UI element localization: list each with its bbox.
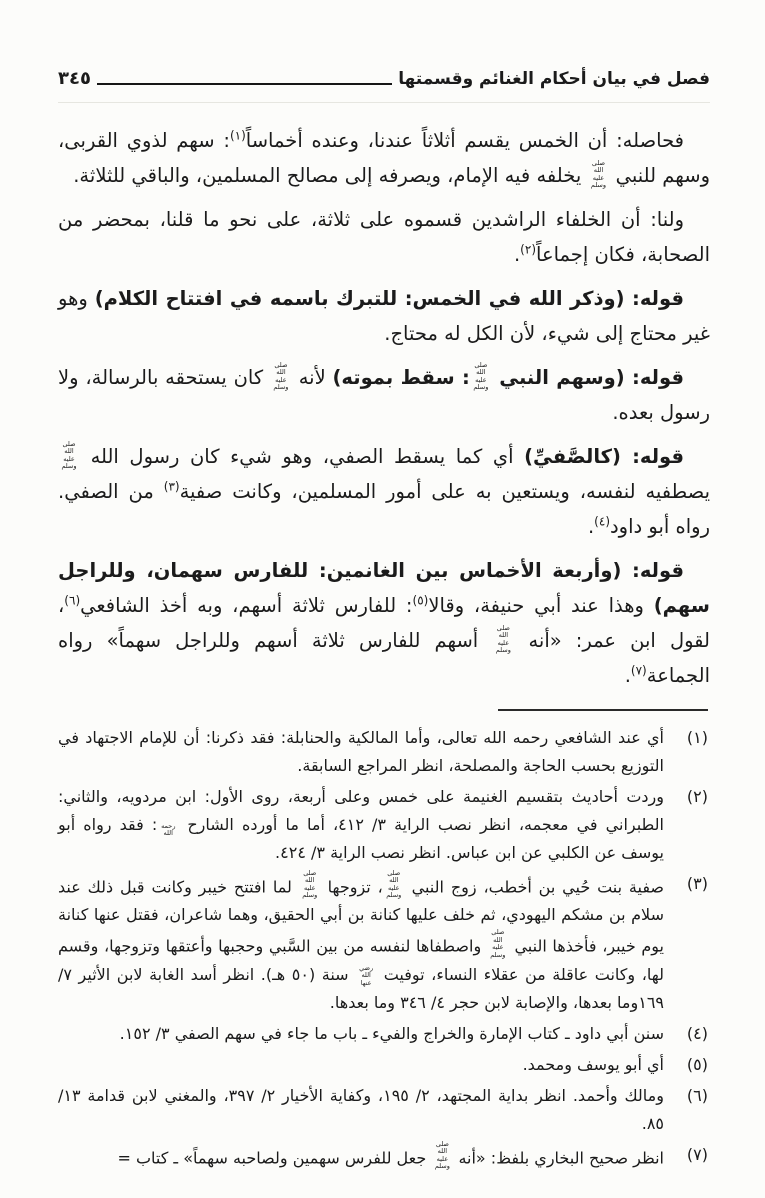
- honorific-mark: صلى الله عليه وسلم: [302, 869, 318, 900]
- footnote-text: [58, 1082, 664, 1138]
- footnote-number: (٢): [686, 787, 708, 806]
- text-run: يخلفه فيه الإمام، ويصرفه إلى مصالح المسلمين، والباقي للثلاثة.: [73, 164, 588, 187]
- text-run: ومالك وأحمد. انظر بداية المجتهد، ٢/ ١٩٥، وكفاية الأخيار ٢/ ٣٩٧، والمغني لابن قدامة ١٣/ ٨٥.: [58, 1085, 664, 1133]
- paragraph: [58, 123, 710, 193]
- text-run: قوله: (وأربعة الأخماس بين الغانمين: للفارس سهمان، وللراجل سهم): [58, 559, 710, 617]
- text-run: يصطفيه لنفسه، ويستعين به على أمور المسلمين، وكانت صفية: [179, 480, 710, 503]
- honorific-mark: صلى الله عليه وسلم: [473, 360, 489, 391]
- footnote-item: [58, 1020, 710, 1048]
- honorific-mark: صلى الله عليه وسلم: [61, 439, 77, 470]
- page-header: [58, 68, 710, 103]
- footnote-item: [58, 1141, 710, 1172]
- honorific-mark: صلى الله عليه وسلم: [273, 360, 289, 391]
- footnote-item: [58, 1051, 710, 1079]
- text-run: أي كما يسقط الصفي، وهو شيء كان رسول الله: [80, 445, 525, 468]
- paragraph: [58, 553, 710, 693]
- paragraph: [58, 360, 710, 430]
- text-run: سنن أبي داود ـ كتاب الإمارة والخراج والفيء ـ باب ما جاء في سهم الصفي ٣/ ١٥٢.: [119, 1023, 664, 1043]
- text-run: لأنه: [291, 366, 333, 389]
- text-run: : سقط بموته): [332, 366, 470, 389]
- footnote-item: [58, 870, 710, 1017]
- footnote-text: [58, 1141, 664, 1172]
- footnote-text: [58, 783, 664, 867]
- footnote-separator-rule: [498, 709, 708, 711]
- footnote-text: [58, 1020, 664, 1048]
- honorific-mark: رضي الله عنها: [359, 963, 374, 987]
- text-run: سنة (٥٠ هـ). انظر أسد الغابة لابن الأثير ٧/ ١٦٩وما بعدها، والإصابة لابن حجر ٤/ ٣٤٦ وما بعدها.: [58, 964, 664, 1012]
- footnote-ref-superscript: (٥): [412, 593, 429, 608]
- footnote-number: (٤): [686, 1023, 708, 1043]
- text-run: واصطفاها لنفسه من بين السَّبي وحجبها وأعتقها وتزوجها، وقسم لها، وكانت عاقلة من عقلاء النساء، توفيت: [58, 936, 664, 984]
- footnotes-section: [58, 724, 710, 1172]
- text-run: فحاصله: أن الخمس يقسم أثلاثاً عندنا، وعنده أخماساً: [245, 129, 684, 152]
- text-run: قوله: (وذكر الله في الخمس: للتبرك باسمه في افتتاح الكلام): [94, 287, 685, 310]
- text-run: قوله: (كالصَّفيِّ): [524, 445, 685, 468]
- text-run: .: [624, 664, 631, 687]
- footnote-ref-superscript: (٦): [64, 593, 81, 608]
- footnote-number: (٥): [686, 1054, 708, 1074]
- text-run: .: [587, 515, 595, 538]
- honorific-mark: صلى الله عليه وسلم: [490, 928, 506, 959]
- honorific-mark: صلى الله عليه وسلم: [434, 1139, 450, 1171]
- footnote-number: (٣): [686, 874, 708, 893]
- paragraph: [58, 202, 710, 272]
- text-run: أسهم للفارس ثلاثة أسهم وللراجل سهماً» رواه الجماعة: [58, 629, 710, 687]
- chapter-title: فصل في بيان أحكام الغنائم وقسمتها: [398, 69, 710, 89]
- footnote-ref-superscript: (٢): [520, 242, 536, 257]
- honorific-mark: صلى الله عليه وسلم: [386, 869, 402, 900]
- text-run: : سهم لذوي القربى، وسهم للنبي: [58, 129, 710, 187]
- footnote-number: (٦): [686, 1085, 708, 1105]
- footnote-number: (٧): [686, 1144, 708, 1164]
- footnote-item: [58, 724, 710, 780]
- footnote-item: [58, 783, 710, 867]
- footnote-ref-superscript: (٣): [163, 479, 180, 494]
- text-run: صفية بنت حُيي بن أخطب، زوج النبي: [404, 877, 665, 897]
- text-run: وهذا عند أبي حنيفة، وقالا: [428, 594, 654, 617]
- text-run: ولنا: أن الخلفاء الراشدين قسموه على ثلاثة، على نحو ما قلنا، بمحضر من الصحابة، فكان إجماعاً: [58, 208, 710, 266]
- honorific-mark: رحمه الله: [161, 821, 176, 837]
- footnote-ref-superscript: (١): [229, 128, 246, 143]
- text-run: : فقد رواه أبو يوسف عن الكلبي عن ابن عباس. انظر نصب الراية ٣/ ٤٢٤.: [58, 815, 664, 862]
- footnote-text: [58, 870, 664, 1017]
- paragraph: [58, 281, 710, 351]
- text-run: لما افتتح خيبر وكانت قبل ذلك عند سلام بن مشكم اليهودي، ثم خلف عليها كنانة بن أبي الحقيق، وهما شاعران، فقتل عنها كنانة يوم خيبر، فأخذها النبي: [58, 877, 664, 956]
- text-run: قوله: (وسهم النبي: [491, 366, 684, 389]
- footnote-text: [58, 724, 664, 780]
- text-run: .: [513, 243, 521, 266]
- text-run: جعل للفرس سهمين ولصاحبه سهماً» ـ كتاب =: [117, 1148, 432, 1168]
- text-run: ، تزوجها: [320, 877, 383, 897]
- text-run: ، لقول ابن عمر: «أنه: [58, 594, 710, 652]
- honorific-mark: صلى الله عليه وسلم: [495, 623, 511, 654]
- text-run: أي أبو يوسف ومحمد.: [522, 1054, 664, 1074]
- text-run: : للفارس ثلاثة أسهم، وبه أخذ الشافعي: [80, 594, 413, 617]
- text-run: وردت أحاديث بتقسيم الغنيمة على خمس وعلى أربعة، روى الأول: ابن مردويه، والثاني: الطبراني في معجمه، انظر نصب الراية ٣/ ٤١٢، أما ما أورده الشارح: [58, 787, 665, 834]
- text-run: أي عند الشافعي رحمه الله تعالى، وأما المالكية والحنابلة: فقد ذكرنا: أن للإمام الاجتهاد في التوزيع بحسب الحاجة والمصلحة، انظر المراجع السابقة.: [58, 728, 664, 775]
- header-leader-line: [97, 82, 392, 85]
- text-run: كان يستحقه بالرسالة، ولا رسول بعده.: [58, 366, 710, 424]
- paragraph: [58, 439, 710, 544]
- footnote-number: (١): [686, 728, 708, 747]
- footnote-text: [58, 1051, 664, 1079]
- text-run: انظر صحيح البخاري بلفظ: «أنه: [453, 1148, 664, 1168]
- main-text: [58, 123, 710, 693]
- footnote-ref-superscript: (٧): [630, 663, 647, 678]
- page-number: ٣٤٥: [58, 68, 91, 89]
- footnote-item: [58, 1082, 710, 1138]
- honorific-mark: صلى الله عليه وسلم: [590, 158, 606, 189]
- text-run: من الصفي. رواه أبو داود: [58, 480, 710, 538]
- footnote-ref-superscript: (٤): [594, 514, 610, 529]
- text-run: وهو غير محتاج إلى شيء، لأن الكل له محتاج.: [58, 287, 710, 345]
